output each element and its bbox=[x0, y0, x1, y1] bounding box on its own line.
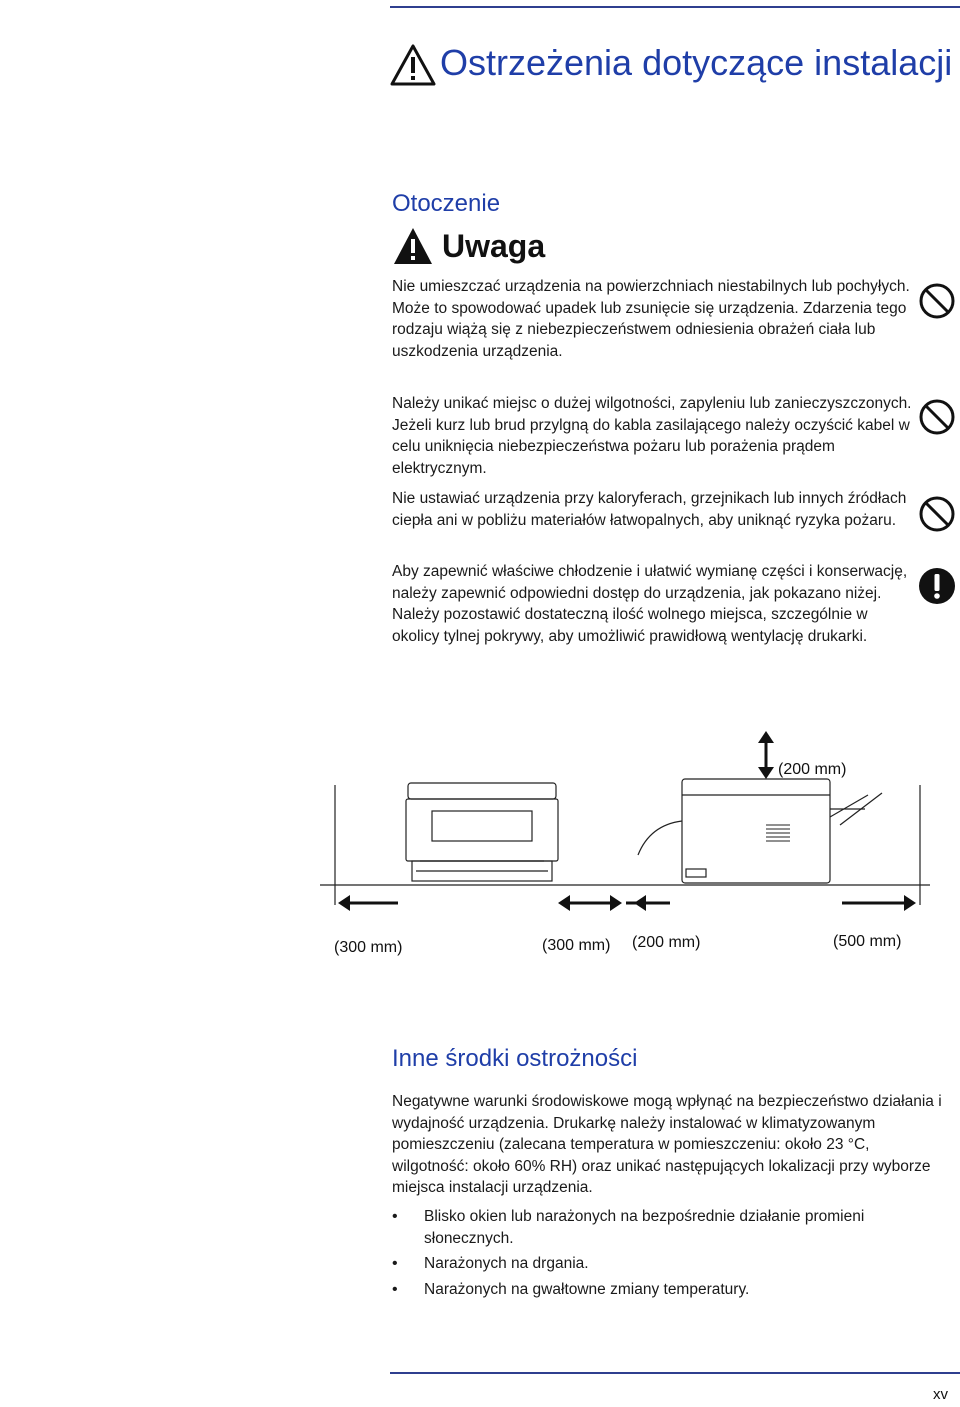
clearance-left-label: (300 mm) bbox=[334, 939, 403, 956]
top-rule bbox=[390, 6, 960, 8]
caution-row bbox=[392, 226, 545, 266]
page-title: Ostrzeżenia dotyczące instalacji bbox=[440, 42, 953, 83]
section-heading-environment: Otoczenie bbox=[392, 190, 501, 217]
warning-triangle-icon bbox=[390, 44, 436, 86]
paragraph-humidity-dust: Należy unikać miejsc o dużej wilgotności, zapyleniu lub zanieczyszczonych. Jeżeli kurz lub brud przylgną do kabla zasilającego należy oczyścić kabel w celu uniknięcia niebezpieczeństwa pożaru lub porażenia prądem elektrycznym. bbox=[392, 395, 912, 477]
bullet-glyph: • bbox=[392, 1208, 398, 1225]
bullet-glyph: • bbox=[392, 1280, 398, 1298]
clearance-rear-label: (500 mm) bbox=[833, 933, 902, 950]
section-heading-other-precautions: Inne środki ostrożności bbox=[392, 1045, 638, 1072]
list-item bbox=[392, 1253, 932, 1275]
list-item-text: Blisko okien lub narażonych na bezpośrednie działanie promieni słonecznych. bbox=[424, 1208, 865, 1247]
bullet-glyph: • bbox=[392, 1255, 398, 1272]
mandatory-exclamation-icon bbox=[918, 567, 956, 605]
title-row bbox=[390, 42, 952, 86]
clearance-front-label: (300 mm) bbox=[542, 937, 611, 954]
list-item bbox=[392, 1206, 932, 1249]
list-item-text: Narażonych na drgania. bbox=[424, 1255, 589, 1272]
prohibited-icon bbox=[918, 398, 956, 436]
clearance-side-label: (200 mm) bbox=[632, 934, 701, 951]
page-number: xv bbox=[933, 1386, 948, 1403]
caution-triangle-icon bbox=[392, 226, 434, 266]
prohibited-icon bbox=[918, 495, 956, 533]
paragraph-heat-sources: Nie ustawiać urządzenia przy kaloryferach, grzejnikach lub innych źródłach ciepła ani w pobliżu materiałów łatwopalnych, aby uniknąć ryzyka pożaru. bbox=[392, 490, 907, 529]
bottom-rule bbox=[390, 1372, 960, 1374]
paragraph-other-intro: Negatywne warunki środowiskowe mogą wpłynąć na bezpieczeństwo działania i wydajność urządzenia. Drukarkę należy instalować w klimatyzowanym pomieszczeniu (zalecana temperatura w pomieszczeniu: około 23 °C, wilgotność: około 60% RH) oraz unikać następujących lokalizacji przy wyborze miejsca instalacji urządzenia. bbox=[392, 1093, 942, 1196]
prohibited-icon bbox=[918, 282, 956, 320]
list-item bbox=[392, 1279, 932, 1301]
caution-label: Uwaga bbox=[442, 227, 546, 264]
clearance-top-label: (200 mm) bbox=[778, 761, 847, 778]
bullet-list bbox=[392, 1206, 932, 1304]
paragraph-unstable-surface: Nie umieszczać urządzenia na powierzchniach niestabilnych lub pochyłych. Może to spowodować upadek lub zsunięcie się urządzenia. Zdarzenia tego rodzaju wiążą się z niebezpieczeństwem odniesienia obrażeń ciała lub uszkodzenia urządzenia. bbox=[392, 278, 910, 360]
list-item-text: Narażonych na gwałtowne zmiany temperatury. bbox=[424, 1280, 750, 1298]
paragraph-clearance: Aby zapewnić właściwe chłodzenie i ułatwić wymianę części i konserwację, należy zapewnić odpowiedni dostęp do urządzenia, jak pokazano niżej. Należy pozostawić dostateczną ilość wolnego miejsca, szczególnie w okolicy tylnej pokrywy, aby umożliwić prawidłową wentylację drukarki. bbox=[392, 563, 908, 645]
